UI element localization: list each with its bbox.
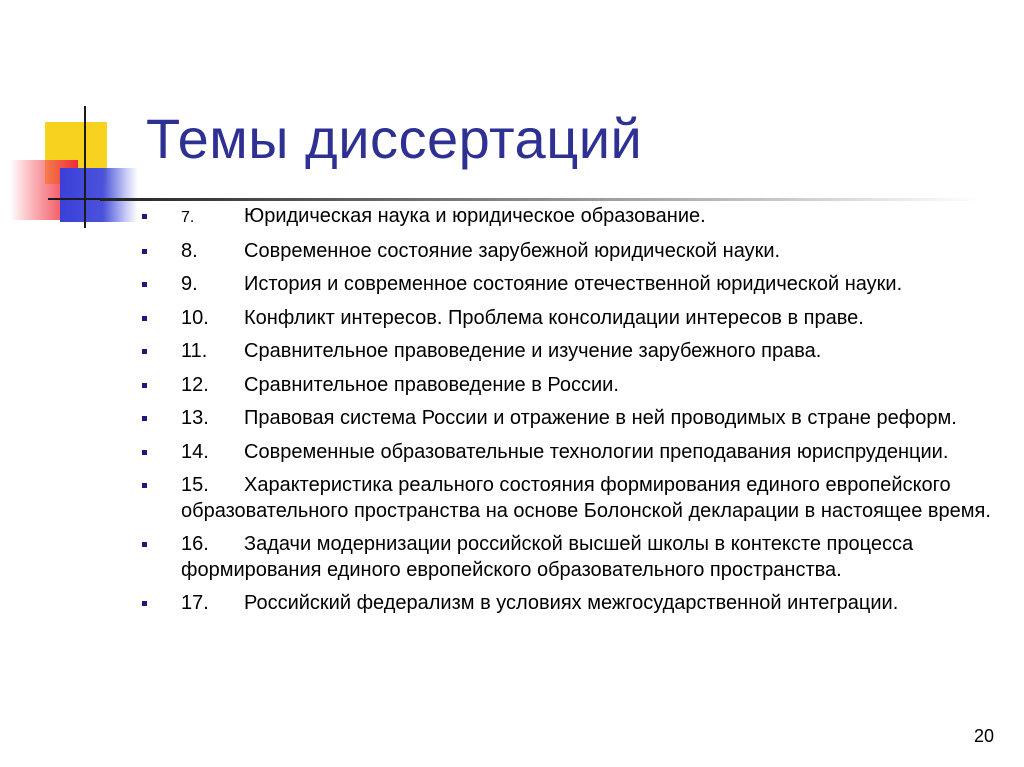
- topic-list: [140, 204, 1005, 625]
- list-item: [140, 532, 1005, 583]
- item-text: Сравнительное правоведение в России.: [244, 373, 619, 396]
- list-item: [140, 591, 1005, 617]
- square-bullet-icon: [142, 416, 147, 421]
- item-number: 10.: [181, 306, 209, 329]
- list-item: [140, 272, 1005, 298]
- item-number: 15.: [181, 474, 209, 496]
- decorative-blue-square: [60, 168, 138, 222]
- item-text: Российский федерализм в условиях межгосударственной интеграции.: [244, 592, 899, 614]
- square-bullet-icon: [142, 316, 147, 321]
- item-number: 8.: [181, 239, 198, 262]
- square-bullet-icon: [142, 601, 147, 606]
- list-item: [140, 406, 1005, 432]
- square-bullet-icon: [142, 349, 147, 354]
- item-text: Характеристика реального состояния формирования единого европейского образовательного пространства на основе Болонской декларации в настоящее время.: [181, 474, 991, 522]
- title-underline-rule: [100, 198, 980, 201]
- slide-title: Темы диссертаций: [146, 107, 643, 170]
- item-text: Конфликт интересов. Проблема консолидации интересов в праве.: [244, 306, 864, 329]
- list-item: [140, 339, 1005, 365]
- square-bullet-icon: [142, 214, 147, 219]
- list-item: [140, 239, 1005, 265]
- decorative-vertical-line: [84, 106, 86, 228]
- square-bullet-icon: [142, 542, 147, 547]
- item-number: 11.: [181, 340, 208, 362]
- item-number: 7.: [181, 209, 195, 226]
- item-text: Современное состояние зарубежной юридической науки.: [244, 239, 781, 262]
- square-bullet-icon: [142, 483, 147, 488]
- item-number: 17.: [181, 592, 209, 614]
- item-number: 16.: [181, 533, 209, 555]
- item-number: 14.: [181, 440, 209, 463]
- page-number: 20: [973, 726, 994, 746]
- item-text: Современные образовательные технологии преподавания юриспруденции.: [244, 440, 949, 463]
- item-text: Правовая система России и отражение в ней проводимых в стране реформ.: [244, 407, 957, 429]
- list-item: [140, 204, 1005, 231]
- square-bullet-icon: [142, 249, 147, 254]
- item-number: 13.: [181, 407, 209, 429]
- list-item: [140, 440, 1005, 466]
- item-number: 9.: [181, 273, 198, 295]
- item-text: Сравнительное правоведение и изучение зарубежного права.: [244, 340, 822, 362]
- list-item: [140, 473, 1005, 524]
- item-text: История и современное состояние отечественной юридической науки.: [244, 273, 903, 295]
- item-text: Задачи модернизации российской высшей школы в контексте процесса формирования единого европейского образовательного пространства.: [181, 533, 914, 581]
- list-item: [140, 373, 1005, 399]
- square-bullet-icon: [142, 282, 147, 287]
- square-bullet-icon: [142, 383, 147, 388]
- item-text: Юридическая наука и юридическое образование.: [244, 205, 706, 227]
- square-bullet-icon: [142, 450, 147, 455]
- item-number: 12.: [181, 373, 209, 396]
- list-item: [140, 306, 1005, 332]
